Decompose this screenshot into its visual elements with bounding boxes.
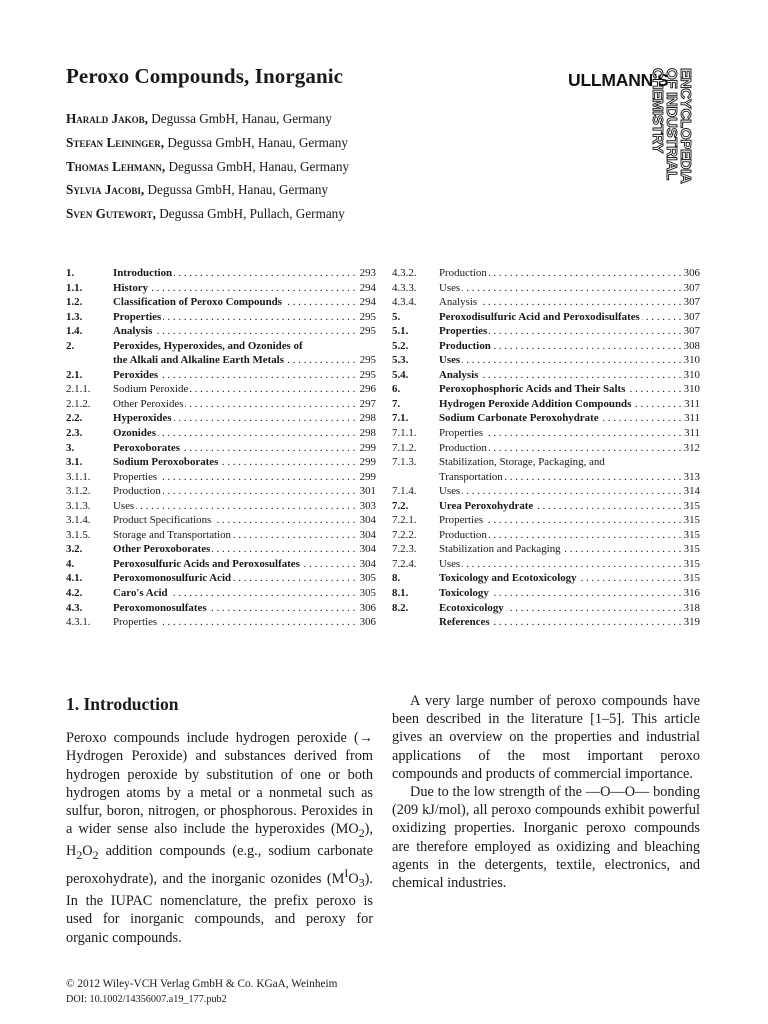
toc-entry[interactable]: [66, 281, 376, 296]
toc-title-line: Properties: [113, 616, 158, 629]
toc-number: 1.4.: [66, 325, 83, 338]
toc-title-line: Peroxosulfuric Acids and Peroxosulfates: [113, 557, 300, 570]
toc-title-line: Uses: [439, 354, 461, 367]
toc-number: 3.1.: [66, 456, 83, 469]
toc-page-number: 307: [681, 324, 700, 339]
toc-entry[interactable]: [66, 426, 376, 441]
toc-title-line: References: [439, 616, 490, 629]
toc-title: [439, 310, 700, 325]
toc-entry[interactable]: [392, 571, 700, 586]
toc-title: [439, 586, 700, 601]
toc-page-number: 315: [681, 528, 700, 543]
toc-page-number: 299: [357, 441, 376, 456]
toc-title: [113, 484, 376, 499]
toc-entry[interactable]: [392, 281, 700, 296]
toc-page-number: 307: [681, 295, 700, 310]
toc-entry[interactable]: [392, 455, 700, 484]
toc-title-line: Properties: [439, 325, 488, 338]
toc-title-line: Peroxomonosulfates: [113, 601, 207, 614]
author-affiliation: Degussa GmbH, Hanau, Germany: [164, 134, 348, 150]
toc-number: 4.3.2.: [392, 267, 417, 279]
toc-entry[interactable]: [392, 397, 700, 412]
toc-page-number: 310: [681, 353, 700, 368]
toc-title: [439, 353, 700, 368]
toc-entry[interactable]: [66, 586, 376, 601]
toc-title: [439, 397, 700, 412]
toc-number: 7.2.: [392, 499, 409, 512]
toc-title-line: Analysis: [439, 368, 479, 381]
toc-entry[interactable]: [66, 528, 376, 543]
toc-page-number: 315: [681, 542, 700, 557]
toc-number: 3.1.5.: [66, 528, 91, 541]
body-column-left: [66, 692, 373, 947]
toc-entry[interactable]: [392, 368, 700, 383]
toc-page-number: 308: [681, 339, 700, 354]
author-affiliation: Degussa GmbH, Hanau, Germany: [144, 182, 329, 198]
toc-title: [113, 499, 376, 514]
toc-title-line: Production: [439, 339, 491, 352]
toc-entry[interactable]: [66, 455, 376, 470]
author-list: [66, 107, 349, 226]
toc-page-number: 298: [357, 411, 376, 426]
toc-title: [113, 281, 376, 296]
toc-title: [439, 382, 700, 397]
article-title: Peroxo Compounds, Inorganic: [66, 64, 344, 88]
toc-title: [439, 542, 700, 557]
toc-title-line: Uses: [113, 499, 135, 512]
toc-title-line: Ecotoxicology: [439, 601, 504, 614]
toc-entry[interactable]: [66, 571, 376, 586]
toc-number: 8.: [392, 572, 401, 585]
toc-title: [113, 266, 376, 281]
author-name: Sylvia Jacobi,: [66, 182, 145, 198]
toc-number: 2.: [66, 339, 75, 352]
toc-title-line: Peroxides, Hyperoxides, and Ozonides of: [113, 339, 303, 352]
toc-number: 8.1.: [392, 587, 409, 600]
toc-entry[interactable]: [66, 470, 376, 485]
toc-title: [439, 528, 700, 543]
toc-title-line: Peroxophosphoric Acids and Their Salts: [439, 383, 626, 396]
section-heading: 1. Introduction: [66, 694, 179, 714]
author-entry: [66, 155, 349, 179]
toc-title: [113, 470, 376, 485]
toc-title: [439, 484, 700, 499]
toc-entry[interactable]: [392, 557, 700, 572]
toc-page-number: 293: [357, 266, 376, 281]
toc-entry[interactable]: [66, 601, 376, 616]
toc-number: 3.1.1.: [66, 470, 91, 483]
toc-entry[interactable]: [392, 542, 700, 557]
toc-title: [113, 557, 376, 572]
toc-page-number: 316: [681, 586, 700, 601]
table-of-contents-right: [392, 266, 700, 630]
toc-entry[interactable]: [66, 615, 376, 630]
toc-entry[interactable]: [66, 397, 376, 412]
toc-title: [113, 324, 376, 339]
toc-number: 4.3.4.: [392, 296, 417, 309]
toc-entry[interactable]: [392, 324, 700, 339]
toc-page-number: 306: [357, 615, 376, 630]
toc-number: 5.: [392, 310, 401, 323]
toc-number: 2.1.2.: [66, 397, 91, 410]
toc-page-number: 295: [357, 310, 376, 325]
toc-title-line: Production: [439, 441, 487, 454]
toc-page-number: 315: [681, 513, 700, 528]
toc-page-number: 294: [357, 281, 376, 296]
toc-title: [113, 426, 376, 441]
toc-page-number: 310: [681, 368, 700, 383]
toc-page-number: 318: [681, 601, 700, 616]
author-entry: [66, 107, 349, 131]
toc-page-number: 306: [357, 601, 376, 616]
toc-page-number: 299: [357, 455, 376, 470]
toc-number: 3.1.3.: [66, 499, 91, 512]
toc-title-line: Peroxodisulfuric Acid and Peroxodisulfates: [439, 310, 640, 323]
author-entry: [66, 131, 349, 155]
toc-page-number: 304: [357, 557, 376, 572]
toc-title: [113, 411, 376, 426]
toc-number: 7.2.3.: [392, 543, 417, 556]
toc-number: 7.1.4.: [392, 485, 417, 498]
toc-title-line: Production: [439, 528, 487, 541]
toc-title-line: Stabilization, Storage, Packaging, and: [439, 456, 605, 469]
toc-title: [439, 281, 700, 296]
toc-title-line: Properties: [439, 427, 484, 440]
toc-title: [439, 411, 700, 426]
body-paragraph: Due to the low strength of the —O—O— bonding (209 kJ/mol), all peroxo compounds exhibit powerful oxidizing properties. Inorganic peroxo compounds are therefore employed as oxidizing and bleaching agents in the detergents, textile, electronics, and chemical industries.: [392, 784, 700, 892]
toc-entry[interactable]: [66, 295, 376, 310]
toc-number: 2.1.: [66, 368, 83, 381]
body-column-right: [392, 692, 700, 892]
toc-page-number: 295: [357, 324, 376, 339]
toc-page-number: 306: [681, 266, 700, 281]
toc-page-number: 303: [357, 499, 376, 514]
toc-entry[interactable]: [392, 601, 700, 616]
toc-entry[interactable]: [66, 368, 376, 383]
toc-title-line: Hyperoxides: [113, 412, 172, 425]
toc-title: [439, 571, 700, 586]
author-name: Thomas Lehmann,: [66, 158, 166, 174]
toc-number: 3.2.: [66, 543, 83, 556]
toc-entry[interactable]: [392, 484, 700, 499]
toc-title-line: Uses: [439, 281, 461, 294]
toc-title-line: History: [113, 281, 149, 294]
toc-entry[interactable]: [392, 513, 700, 528]
toc-title: [113, 615, 376, 630]
toc-title: [439, 295, 700, 310]
toc-page-number: 294: [357, 295, 376, 310]
toc-title-line: Other Peroxoborates: [113, 543, 211, 556]
toc-title-line: Peroxomonosulfuric Acid: [113, 572, 232, 585]
toc-number: 7.1.2.: [392, 441, 417, 454]
toc-title-line: Properties: [113, 310, 162, 323]
body-paragraph: A very large number of peroxo compounds have been described in the literature [1–5]. This article gives an overview on the properties and industrial applications of the most important peroxo compounds and products of commercial importance.: [392, 693, 700, 782]
author-name: Sven Gutewort,: [66, 206, 156, 222]
toc-number: 4.: [66, 557, 75, 570]
logo-wordmark: ULLMANN'S: [568, 70, 669, 90]
toc-number: 4.1.: [66, 572, 83, 585]
toc-title: [113, 455, 376, 470]
toc-title: [113, 339, 376, 368]
toc-title-line: Ozonides: [113, 427, 156, 440]
toc-title: [439, 426, 700, 441]
toc-title: [439, 455, 700, 484]
toc-title-line: Toxicology: [439, 587, 489, 600]
toc-title-line: Hydrogen Peroxide Addition Compounds: [439, 397, 632, 410]
toc-page-number: 314: [681, 484, 700, 499]
logo-side-line: ENCYCLOPEDIA: [677, 68, 694, 184]
logo-side-line: CHEMISTRY: [649, 68, 666, 154]
toc-page-number: 304: [357, 542, 376, 557]
toc-title-line: Caro's Acid: [113, 587, 168, 600]
toc-entry[interactable]: [392, 499, 700, 514]
toc-number: 2.2.: [66, 412, 83, 425]
toc-number: 3.1.2.: [66, 485, 91, 498]
toc-title: [113, 513, 376, 528]
toc-number: 1.2.: [66, 296, 83, 309]
toc-number: 4.2.: [66, 587, 83, 600]
toc-entry[interactable]: [66, 339, 376, 368]
toc-title: [113, 586, 376, 601]
toc-title-line: Analysis: [113, 325, 153, 338]
toc-entry[interactable]: [392, 295, 700, 310]
toc-number: 2.1.1.: [66, 383, 91, 396]
toc-title: [113, 441, 376, 456]
toc-entry[interactable]: [66, 557, 376, 572]
toc-page-number: 307: [681, 281, 700, 296]
toc-page-number: 311: [681, 411, 700, 426]
ullmanns-logo: [568, 64, 714, 204]
logo-vertical-text: [650, 68, 692, 184]
toc-page-number: 313: [681, 470, 700, 485]
toc-title-line: Toxicology and Ecotoxicology: [439, 572, 577, 585]
toc-page-number: 307: [681, 310, 700, 325]
intro-paragraph: Peroxo compounds include hydrogen peroxide (→ Hydrogen Peroxide) and substances derived from hydrogen peroxide by substitution of one or both hydrogen atoms by a metal or a nonmetal such as sulfur, boron, nitrogen, or phosphorous. Peroxides in a wider sense also include the hyperoxides $(MO_2)$, $H_2O_2$ addition compounds (e.g., sodium carbonate peroxohydrate), and the inorganic ozonides $(M^IO_3)$. In the IUPAC nomenclature, the prefix peroxo is used for inorganic compounds, and peroxy for organic compounds.: [66, 730, 373, 946]
toc-number: 8.2.: [392, 601, 409, 614]
toc-title: [439, 441, 700, 456]
toc-number: 2.3.: [66, 427, 83, 440]
toc-title: [113, 310, 376, 325]
toc-number: 1.: [66, 267, 75, 279]
toc-number: 7.: [392, 397, 401, 410]
toc-number: 5.3.: [392, 354, 409, 367]
toc-title-line: Production: [113, 485, 161, 498]
toc-page-number: 310: [681, 382, 700, 397]
toc-entry[interactable]: [66, 382, 376, 397]
toc-number: 5.1.: [392, 325, 409, 338]
copyright-notice: © 2012 Wiley-VCH Verlag GmbH & Co. KGaA, Weinheim: [66, 978, 338, 990]
toc-entry[interactable]: [392, 426, 700, 441]
toc-title-line: Other Peroxides: [113, 397, 184, 410]
author-entry: [66, 178, 349, 202]
author-name: Stefan Leininger,: [66, 134, 165, 150]
toc-page-number: 295: [357, 368, 376, 383]
toc-number: 7.2.4.: [392, 557, 417, 570]
toc-page-number: 315: [681, 557, 700, 572]
toc-title: [439, 266, 700, 281]
toc-page-number: 304: [357, 528, 376, 543]
toc-entry[interactable]: [66, 310, 376, 325]
toc-page-number: 301: [357, 484, 376, 499]
author-name: Harald Jakob,: [66, 111, 148, 126]
toc-title-line: Introduction: [113, 267, 173, 279]
toc-number: 7.1.3.: [392, 456, 417, 469]
toc-number: 3.: [66, 441, 75, 454]
toc-page-number: 304: [357, 513, 376, 528]
toc-number: 7.2.2.: [392, 528, 417, 541]
toc-title: [439, 324, 700, 339]
toc-entry[interactable]: [392, 615, 700, 630]
toc-title-line: Uses: [439, 485, 461, 498]
toc-title: [439, 499, 700, 514]
toc-page-number: 296: [357, 382, 376, 397]
toc-number: 4.3.1.: [66, 616, 91, 629]
toc-number: 5.4.: [392, 368, 409, 381]
toc-page-number: 315: [681, 571, 700, 586]
toc-title: [439, 339, 700, 354]
toc-title: [113, 542, 376, 557]
doi-line: DOI: 10.1002/14356007.a19_177.pub2: [66, 994, 227, 1005]
toc-entry[interactable]: [66, 324, 376, 339]
toc-title-line: Properties: [439, 514, 484, 527]
toc-page-number: 299: [357, 470, 376, 485]
toc-title: [113, 295, 376, 310]
toc-entry[interactable]: [66, 441, 376, 456]
toc-entry[interactable]: [392, 441, 700, 456]
toc-entry[interactable]: [392, 339, 700, 354]
toc-title-line: Production: [439, 267, 487, 279]
toc-title: [113, 368, 376, 383]
toc-page-number: 297: [357, 397, 376, 412]
toc-title-line: Transportation: [439, 470, 503, 483]
toc-entry[interactable]: [66, 266, 376, 281]
toc-title-line: the Alkali and Alkaline Earth Metals: [113, 354, 284, 367]
toc-page-number: 319: [681, 615, 700, 630]
table-of-contents-left: [66, 266, 376, 630]
toc-title: [439, 368, 700, 383]
toc-title: [439, 513, 700, 528]
toc-title: [439, 557, 700, 572]
toc-title-line: Sodium Carbonate Peroxohydrate: [439, 412, 599, 425]
toc-title-line: Classification of Peroxo Compounds: [113, 296, 282, 309]
author-affiliation: Degussa GmbH, Hanau, Germany: [165, 158, 350, 174]
toc-title-line: Analysis: [439, 296, 478, 309]
toc-entry[interactable]: [392, 310, 700, 325]
toc-entry[interactable]: [392, 586, 700, 601]
toc-title: [439, 601, 700, 616]
toc-number: 4.3.: [66, 601, 83, 614]
toc-title-line: Storage and Transportation: [113, 528, 231, 541]
toc-page-number: 311: [681, 397, 700, 412]
toc-entry[interactable]: [66, 484, 376, 499]
toc-title: [113, 528, 376, 543]
toc-page-number: 305: [357, 586, 376, 601]
toc-page-number: 305: [357, 571, 376, 586]
toc-entry[interactable]: [66, 411, 376, 426]
toc-title-line: Urea Peroxohydrate: [439, 499, 534, 512]
toc-number: 7.1.: [392, 412, 409, 425]
toc-number: 1.3.: [66, 310, 83, 323]
toc-number: 3.1.4.: [66, 514, 91, 527]
logo-side-line: OF INDUSTRIAL: [663, 68, 680, 180]
toc-title: [113, 601, 376, 616]
toc-page-number: 298: [357, 426, 376, 441]
toc-title: [113, 382, 376, 397]
toc-page-number: 312: [681, 441, 700, 456]
toc-title: [113, 571, 376, 586]
toc-number: 1.1.: [66, 281, 83, 294]
toc-entry[interactable]: [66, 499, 376, 514]
toc-entry[interactable]: [392, 528, 700, 543]
toc-title: [439, 615, 700, 630]
toc-title-line: Product Specifications: [113, 514, 212, 527]
toc-title-line: Sodium Peroxoborates: [113, 456, 219, 469]
toc-number: 7.2.1.: [392, 514, 417, 527]
toc-number: 4.3.3.: [392, 281, 417, 294]
toc-title: [113, 397, 376, 412]
toc-number: 6.: [392, 383, 401, 396]
toc-entry[interactable]: [392, 382, 700, 397]
toc-page-number: 315: [681, 499, 700, 514]
toc-entry[interactable]: [392, 353, 700, 368]
author-affiliation: Degussa GmbH, Pullach, Germany: [155, 206, 345, 222]
toc-title-line: Peroxoborates: [113, 441, 180, 454]
toc-entry[interactable]: [66, 513, 376, 528]
author-entry: [66, 202, 349, 226]
toc-number: 7.1.1.: [392, 427, 417, 440]
toc-page-number: 295: [357, 353, 376, 368]
toc-page-number: 311: [681, 426, 700, 441]
toc-entry[interactable]: [392, 411, 700, 426]
toc-title-line: Properties: [113, 470, 158, 483]
toc-entry[interactable]: [66, 542, 376, 557]
toc-number: 5.2.: [392, 339, 409, 352]
toc-title-line: Sodium Peroxide: [113, 383, 189, 396]
toc-title-line: Stabilization and Packaging: [439, 543, 561, 556]
author-affiliation: Degussa GmbH, Hanau, Germany: [147, 111, 332, 126]
toc-title-line: Peroxides: [113, 368, 159, 381]
toc-title-line: Uses: [439, 557, 461, 570]
toc-entry[interactable]: [392, 266, 700, 281]
